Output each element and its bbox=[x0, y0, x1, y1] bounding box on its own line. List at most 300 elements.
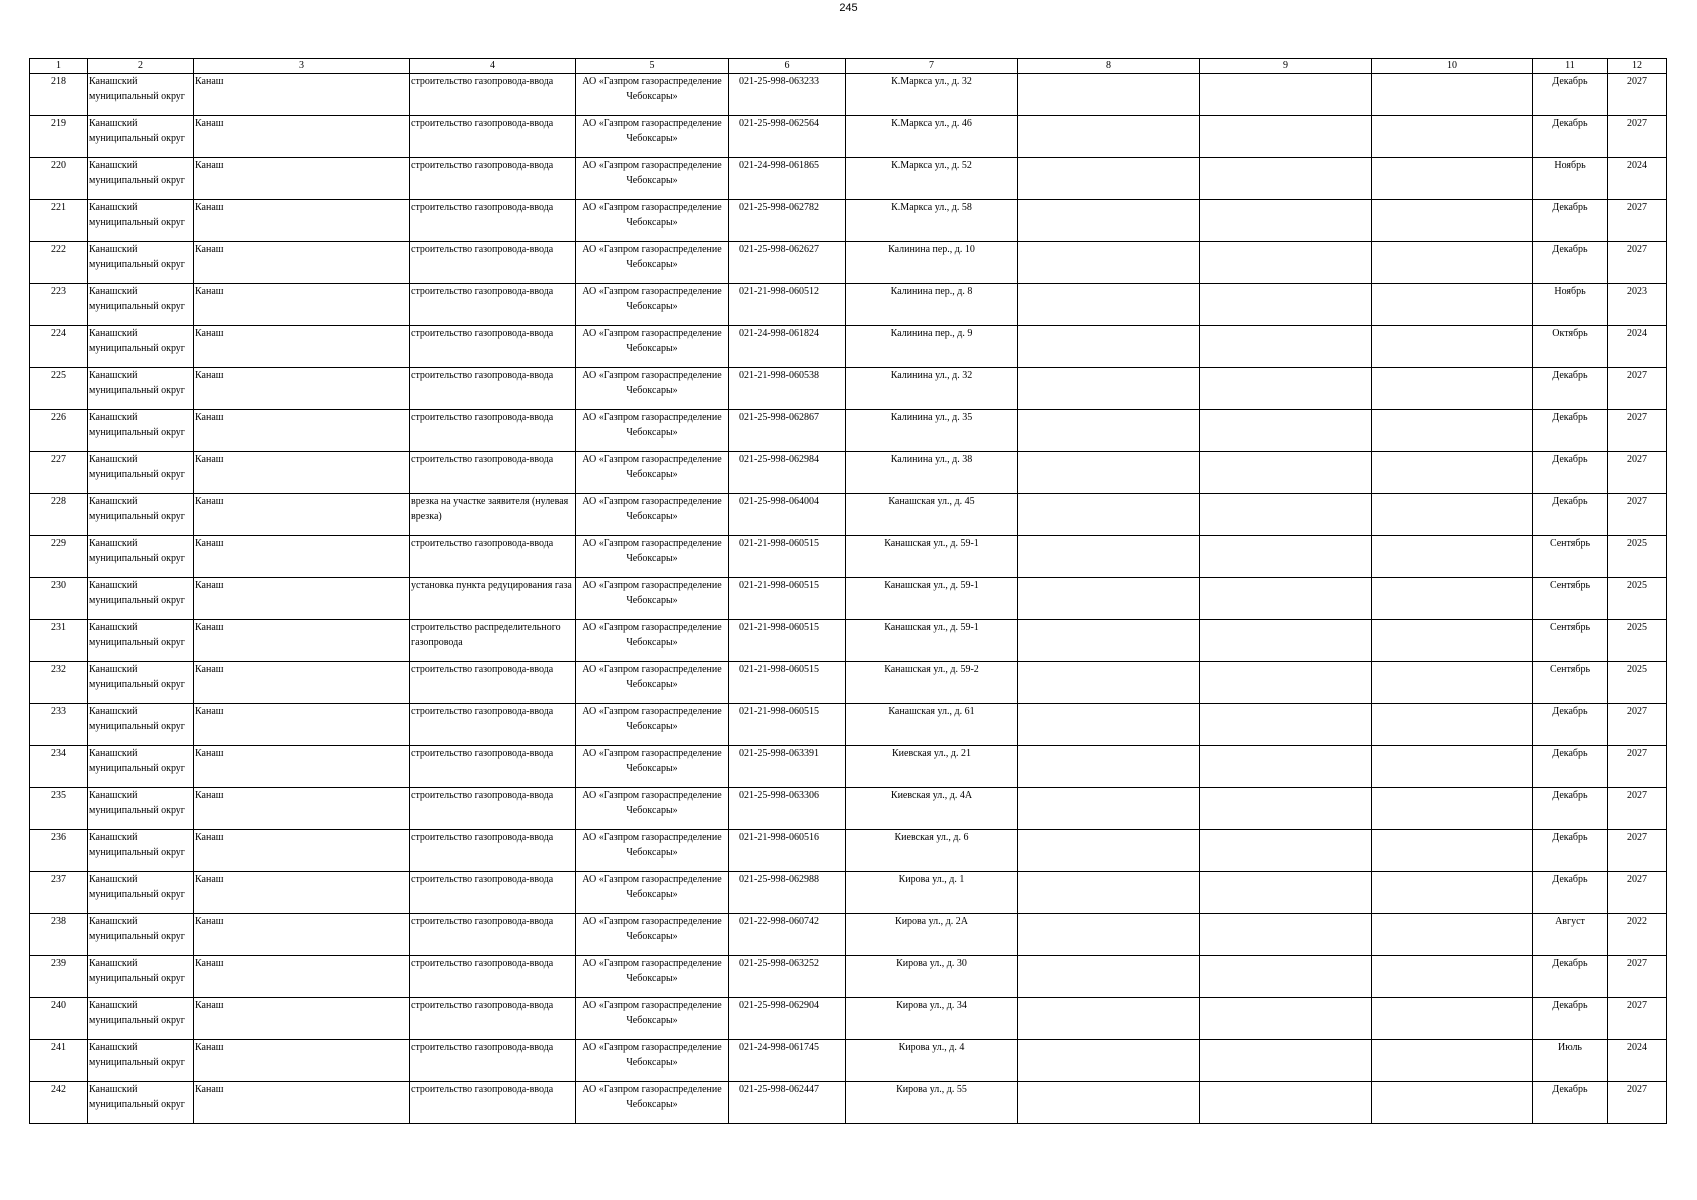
district-cell-text: Канашский муниципальный округ bbox=[89, 160, 185, 186]
row-number-cell-text: 222 bbox=[51, 244, 66, 255]
column-10-cell-text bbox=[1373, 326, 1531, 367]
locality-cell bbox=[194, 1040, 410, 1082]
table-row bbox=[30, 914, 1667, 956]
district-cell-text: Канашский муниципальный округ bbox=[89, 958, 185, 984]
column-10-cell bbox=[1372, 242, 1533, 284]
address-cell-text: Канашская ул., д. 59-2 bbox=[884, 664, 979, 675]
month-cell bbox=[1533, 662, 1608, 704]
column-10-cell-text bbox=[1373, 998, 1531, 1039]
column-8-cell bbox=[1018, 620, 1200, 662]
address-cell bbox=[846, 326, 1018, 368]
application-code-cell bbox=[729, 74, 846, 116]
column-8-cell bbox=[1018, 368, 1200, 410]
year-cell bbox=[1608, 410, 1667, 452]
year-cell-text: 2024 bbox=[1627, 1042, 1647, 1053]
organization-cell bbox=[576, 704, 729, 746]
locality-cell bbox=[194, 956, 410, 998]
work-type-cell-text: строительство газопровода-ввода bbox=[411, 370, 554, 381]
month-cell bbox=[1533, 242, 1608, 284]
organization-cell-text: АО «Газпром газораспределение Чебоксары» bbox=[582, 748, 722, 774]
application-code-cell bbox=[729, 452, 846, 494]
organization-cell bbox=[576, 830, 729, 872]
column-8-cell-text bbox=[1019, 704, 1198, 745]
column-8-cell bbox=[1018, 956, 1200, 998]
work-type-cell bbox=[410, 662, 576, 704]
year-cell-text: 2027 bbox=[1627, 370, 1647, 381]
column-10-cell-text bbox=[1373, 704, 1531, 745]
row-number-cell bbox=[30, 956, 88, 998]
work-type-cell-text: строительство газопровода-ввода bbox=[411, 958, 554, 969]
year-cell-text: 2027 bbox=[1627, 790, 1647, 801]
column-8-cell-text bbox=[1019, 746, 1198, 787]
organization-cell bbox=[576, 494, 729, 536]
column-header-3: 3 bbox=[194, 59, 410, 74]
year-cell-text: 2025 bbox=[1627, 580, 1647, 591]
column-10-cell bbox=[1372, 494, 1533, 536]
row-number-cell bbox=[30, 578, 88, 620]
row-number-cell bbox=[30, 536, 88, 578]
district-cell-text: Канашский муниципальный округ bbox=[89, 1000, 185, 1026]
column-9-cell-text bbox=[1201, 158, 1370, 199]
district-cell bbox=[88, 1040, 194, 1082]
work-type-cell bbox=[410, 578, 576, 620]
district-cell bbox=[88, 200, 194, 242]
column-9-cell-text bbox=[1201, 242, 1370, 283]
district-cell bbox=[88, 1082, 194, 1124]
application-code-cell-text: 021-25-998-062904 bbox=[739, 1000, 819, 1011]
application-code-cell-text: 021-25-998-062988 bbox=[739, 874, 819, 885]
address-cell bbox=[846, 494, 1018, 536]
organization-cell-text: АО «Газпром газораспределение Чебоксары» bbox=[582, 1000, 722, 1026]
column-9-cell-text bbox=[1201, 116, 1370, 157]
district-cell bbox=[88, 956, 194, 998]
row-number-cell-text: 239 bbox=[51, 958, 66, 969]
column-10-cell bbox=[1372, 1040, 1533, 1082]
organization-cell bbox=[576, 326, 729, 368]
row-number-cell-text: 230 bbox=[51, 580, 66, 591]
column-10-cell bbox=[1372, 662, 1533, 704]
district-cell bbox=[88, 746, 194, 788]
work-type-cell-text: установка пункта редуцирования газа bbox=[411, 580, 572, 591]
year-cell-text: 2027 bbox=[1627, 874, 1647, 885]
work-type-cell-text: строительство газопровода-ввода bbox=[411, 790, 554, 801]
year-cell bbox=[1608, 746, 1667, 788]
column-9-cell bbox=[1200, 914, 1372, 956]
month-cell bbox=[1533, 998, 1608, 1040]
table-row bbox=[30, 242, 1667, 284]
organization-cell-text: АО «Газпром газораспределение Чебоксары» bbox=[582, 874, 722, 900]
year-cell bbox=[1608, 620, 1667, 662]
column-10-cell bbox=[1372, 830, 1533, 872]
column-9-cell bbox=[1200, 1040, 1372, 1082]
row-number-cell bbox=[30, 620, 88, 662]
column-10-cell bbox=[1372, 1082, 1533, 1124]
year-cell bbox=[1608, 452, 1667, 494]
column-9-cell bbox=[1200, 872, 1372, 914]
organization-cell-text: АО «Газпром газораспределение Чебоксары» bbox=[582, 328, 722, 354]
column-10-cell bbox=[1372, 116, 1533, 158]
column-8-cell-text bbox=[1019, 830, 1198, 871]
organization-cell bbox=[576, 578, 729, 620]
organization-cell bbox=[576, 242, 729, 284]
column-8-cell bbox=[1018, 998, 1200, 1040]
year-cell bbox=[1608, 788, 1667, 830]
year-cell bbox=[1608, 284, 1667, 326]
organization-cell bbox=[576, 620, 729, 662]
month-cell-text: Декабрь bbox=[1552, 454, 1588, 465]
work-type-cell bbox=[410, 494, 576, 536]
column-9-cell bbox=[1200, 326, 1372, 368]
month-cell bbox=[1533, 1082, 1608, 1124]
table-row bbox=[30, 452, 1667, 494]
column-9-cell bbox=[1200, 368, 1372, 410]
district-cell-text: Канашский муниципальный округ bbox=[89, 1042, 185, 1068]
year-cell bbox=[1608, 662, 1667, 704]
column-10-cell-text bbox=[1373, 578, 1531, 619]
month-cell bbox=[1533, 1040, 1608, 1082]
table-row bbox=[30, 620, 1667, 662]
address-cell-text: Кирова ул., д. 30 bbox=[896, 958, 967, 969]
application-code-cell-text: 021-25-998-063306 bbox=[739, 790, 819, 801]
column-9-cell bbox=[1200, 74, 1372, 116]
organization-cell-text: АО «Газпром газораспределение Чебоксары» bbox=[582, 244, 722, 270]
column-10-cell bbox=[1372, 956, 1533, 998]
application-code-cell bbox=[729, 998, 846, 1040]
district-cell-text: Канашский муниципальный округ bbox=[89, 832, 185, 858]
table-row bbox=[30, 116, 1667, 158]
year-cell-text: 2025 bbox=[1627, 622, 1647, 633]
row-number-cell bbox=[30, 704, 88, 746]
work-type-cell bbox=[410, 368, 576, 410]
locality-cell bbox=[194, 872, 410, 914]
address-cell bbox=[846, 74, 1018, 116]
table-row bbox=[30, 284, 1667, 326]
work-type-cell-text: строительство газопровода-ввода bbox=[411, 664, 554, 675]
application-code-cell-text: 021-25-998-063233 bbox=[739, 76, 819, 87]
column-8-cell bbox=[1018, 704, 1200, 746]
column-9-cell-text bbox=[1201, 200, 1370, 241]
address-cell bbox=[846, 368, 1018, 410]
organization-cell-text: АО «Газпром газораспределение Чебоксары» bbox=[582, 496, 722, 522]
column-10-cell bbox=[1372, 704, 1533, 746]
column-10-cell-text bbox=[1373, 914, 1531, 955]
year-cell-text: 2027 bbox=[1627, 76, 1647, 87]
organization-cell bbox=[576, 410, 729, 452]
column-8-cell bbox=[1018, 116, 1200, 158]
column-8-cell bbox=[1018, 1082, 1200, 1124]
address-cell-text: Кирова ул., д. 2А bbox=[895, 916, 968, 927]
column-9-cell bbox=[1200, 620, 1372, 662]
locality-cell-text: Канаш bbox=[195, 1000, 224, 1011]
district-cell-text: Канашский муниципальный округ bbox=[89, 1084, 185, 1110]
column-8-cell-text bbox=[1019, 914, 1198, 955]
column-9-cell-text bbox=[1201, 1082, 1370, 1123]
column-8-cell bbox=[1018, 326, 1200, 368]
row-number-cell bbox=[30, 494, 88, 536]
locality-cell-text: Канаш bbox=[195, 874, 224, 885]
application-code-cell-text: 021-25-998-062627 bbox=[739, 244, 819, 255]
year-cell-text: 2027 bbox=[1627, 496, 1647, 507]
work-type-cell-text: строительство газопровода-ввода bbox=[411, 286, 554, 297]
column-10-cell bbox=[1372, 620, 1533, 662]
application-code-cell bbox=[729, 746, 846, 788]
column-9-cell-text bbox=[1201, 662, 1370, 703]
column-8-cell bbox=[1018, 914, 1200, 956]
month-cell-text: Август bbox=[1555, 916, 1585, 927]
column-9-cell-text bbox=[1201, 452, 1370, 493]
application-code-cell bbox=[729, 536, 846, 578]
work-type-cell bbox=[410, 200, 576, 242]
organization-cell bbox=[576, 158, 729, 200]
column-10-cell bbox=[1372, 452, 1533, 494]
organization-cell-text: АО «Газпром газораспределение Чебоксары» bbox=[582, 706, 722, 732]
organization-cell-text: АО «Газпром газораспределение Чебоксары» bbox=[582, 370, 722, 396]
month-cell bbox=[1533, 452, 1608, 494]
row-number-cell-text: 238 bbox=[51, 916, 66, 927]
locality-cell-text: Канаш bbox=[195, 706, 224, 717]
work-type-cell bbox=[410, 158, 576, 200]
table-row bbox=[30, 872, 1667, 914]
column-9-cell-text bbox=[1201, 872, 1370, 913]
column-8-cell-text bbox=[1019, 200, 1198, 241]
column-8-cell-text bbox=[1019, 452, 1198, 493]
organization-cell-text: АО «Газпром газораспределение Чебоксары» bbox=[582, 118, 722, 144]
organization-cell bbox=[576, 914, 729, 956]
organization-cell-text: АО «Газпром газораспределение Чебоксары» bbox=[582, 958, 722, 984]
district-cell bbox=[88, 830, 194, 872]
organization-cell bbox=[576, 1082, 729, 1124]
address-cell bbox=[846, 200, 1018, 242]
month-cell bbox=[1533, 620, 1608, 662]
year-cell bbox=[1608, 956, 1667, 998]
locality-cell-text: Канаш bbox=[195, 664, 224, 675]
year-cell-text: 2027 bbox=[1627, 118, 1647, 129]
address-cell bbox=[846, 746, 1018, 788]
row-number-cell bbox=[30, 788, 88, 830]
column-10-cell bbox=[1372, 74, 1533, 116]
row-number-cell-text: 223 bbox=[51, 286, 66, 297]
application-code-cell bbox=[729, 494, 846, 536]
column-number-row bbox=[30, 59, 1667, 74]
application-code-cell-text: 021-21-998-060515 bbox=[739, 580, 819, 591]
column-9-cell bbox=[1200, 578, 1372, 620]
address-cell bbox=[846, 284, 1018, 326]
work-type-cell bbox=[410, 746, 576, 788]
work-type-cell bbox=[410, 914, 576, 956]
work-type-cell bbox=[410, 1040, 576, 1082]
column-9-cell bbox=[1200, 956, 1372, 998]
organization-cell bbox=[576, 536, 729, 578]
column-9-cell-text bbox=[1201, 620, 1370, 661]
table-row bbox=[30, 200, 1667, 242]
locality-cell-text: Канаш bbox=[195, 1042, 224, 1053]
column-8-cell bbox=[1018, 410, 1200, 452]
column-8-cell bbox=[1018, 746, 1200, 788]
district-cell-text: Канашский муниципальный округ bbox=[89, 76, 185, 102]
column-header-9: 9 bbox=[1200, 59, 1372, 74]
work-type-cell-text: строительство газопровода-ввода bbox=[411, 1084, 554, 1095]
month-cell bbox=[1533, 410, 1608, 452]
address-cell bbox=[846, 452, 1018, 494]
column-10-cell-text bbox=[1373, 830, 1531, 871]
organization-cell-text: АО «Газпром газораспределение Чебоксары» bbox=[582, 1084, 722, 1110]
month-cell-text: Декабрь bbox=[1552, 958, 1588, 969]
district-cell-text: Канашский муниципальный округ bbox=[89, 118, 185, 144]
column-8-cell bbox=[1018, 200, 1200, 242]
column-8-cell-text bbox=[1019, 242, 1198, 283]
month-cell bbox=[1533, 704, 1608, 746]
month-cell bbox=[1533, 914, 1608, 956]
application-code-cell bbox=[729, 1040, 846, 1082]
work-type-cell bbox=[410, 116, 576, 158]
application-code-cell bbox=[729, 872, 846, 914]
application-code-cell-text: 021-25-998-063391 bbox=[739, 748, 819, 759]
address-cell bbox=[846, 1040, 1018, 1082]
column-8-cell-text bbox=[1019, 74, 1198, 115]
application-code-cell-text: 021-21-998-060515 bbox=[739, 538, 819, 549]
locality-cell bbox=[194, 1082, 410, 1124]
locality-cell-text: Канаш bbox=[195, 748, 224, 759]
work-type-cell bbox=[410, 788, 576, 830]
column-9-cell bbox=[1200, 158, 1372, 200]
organization-cell bbox=[576, 284, 729, 326]
row-number-cell bbox=[30, 284, 88, 326]
application-code-cell bbox=[729, 326, 846, 368]
table-row bbox=[30, 578, 1667, 620]
work-type-cell-text: строительство газопровода-ввода bbox=[411, 538, 554, 549]
column-header-2: 2 bbox=[88, 59, 194, 74]
locality-cell-text: Канаш bbox=[195, 916, 224, 927]
work-type-cell-text: строительство распределительного газопровода bbox=[411, 622, 561, 648]
address-cell bbox=[846, 956, 1018, 998]
column-8-cell-text bbox=[1019, 368, 1198, 409]
application-code-cell bbox=[729, 956, 846, 998]
column-header-8: 8 bbox=[1018, 59, 1200, 74]
row-number-cell-text: 241 bbox=[51, 1042, 66, 1053]
row-number-cell-text: 227 bbox=[51, 454, 66, 465]
address-cell bbox=[846, 242, 1018, 284]
year-cell-text: 2022 bbox=[1627, 916, 1647, 927]
column-10-cell-text bbox=[1373, 242, 1531, 283]
year-cell-text: 2023 bbox=[1627, 286, 1647, 297]
column-8-cell-text bbox=[1019, 872, 1198, 913]
month-cell bbox=[1533, 116, 1608, 158]
application-code-cell-text: 021-21-998-060515 bbox=[739, 622, 819, 633]
work-type-cell-text: строительство газопровода-ввода bbox=[411, 412, 554, 423]
organization-cell bbox=[576, 998, 729, 1040]
column-10-cell-text bbox=[1373, 452, 1531, 493]
locality-cell bbox=[194, 326, 410, 368]
address-cell bbox=[846, 410, 1018, 452]
district-cell bbox=[88, 242, 194, 284]
work-type-cell-text: строительство газопровода-ввода bbox=[411, 328, 554, 339]
locality-cell-text: Канаш bbox=[195, 244, 224, 255]
district-cell bbox=[88, 578, 194, 620]
month-cell-text: Сентябрь bbox=[1549, 664, 1591, 675]
column-header-4: 4 bbox=[410, 59, 576, 74]
row-number-cell-text: 229 bbox=[51, 538, 66, 549]
address-cell bbox=[846, 998, 1018, 1040]
column-8-cell-text bbox=[1019, 662, 1198, 703]
address-cell-text: Канашская ул., д. 45 bbox=[888, 496, 975, 507]
locality-cell bbox=[194, 74, 410, 116]
year-cell-text: 2027 bbox=[1627, 832, 1647, 843]
row-number-cell-text: 232 bbox=[51, 664, 66, 675]
application-code-cell-text: 021-24-998-061745 bbox=[739, 1042, 819, 1053]
row-number-cell bbox=[30, 998, 88, 1040]
year-cell bbox=[1608, 704, 1667, 746]
year-cell-text: 2027 bbox=[1627, 1084, 1647, 1095]
month-cell bbox=[1533, 74, 1608, 116]
year-cell bbox=[1608, 1082, 1667, 1124]
row-number-cell-text: 220 bbox=[51, 160, 66, 171]
column-10-cell bbox=[1372, 872, 1533, 914]
work-type-cell-text: строительство газопровода-ввода bbox=[411, 202, 554, 213]
district-cell bbox=[88, 662, 194, 704]
year-cell bbox=[1608, 242, 1667, 284]
work-type-cell-text: врезка на участке заявителя (нулевая врезка) bbox=[411, 496, 569, 522]
application-code-cell-text: 021-22-998-060742 bbox=[739, 916, 819, 927]
month-cell bbox=[1533, 326, 1608, 368]
registry-table bbox=[29, 58, 1667, 1124]
locality-cell-text: Канаш bbox=[195, 454, 224, 465]
month-cell bbox=[1533, 536, 1608, 578]
address-cell-text: Калинина пер., д. 9 bbox=[890, 328, 973, 339]
column-9-cell-text bbox=[1201, 746, 1370, 787]
year-cell bbox=[1608, 158, 1667, 200]
application-code-cell bbox=[729, 1082, 846, 1124]
column-9-cell bbox=[1200, 662, 1372, 704]
district-cell-text: Канашский муниципальный округ bbox=[89, 916, 185, 942]
column-header-7: 7 bbox=[846, 59, 1018, 74]
column-8-cell bbox=[1018, 830, 1200, 872]
address-cell-text: Кирова ул., д. 55 bbox=[896, 1084, 967, 1095]
row-number-cell-text: 225 bbox=[51, 370, 66, 381]
table-row bbox=[30, 662, 1667, 704]
locality-cell bbox=[194, 242, 410, 284]
organization-cell-text: АО «Газпром газораспределение Чебоксары» bbox=[582, 454, 722, 480]
district-cell bbox=[88, 410, 194, 452]
locality-cell bbox=[194, 662, 410, 704]
work-type-cell bbox=[410, 410, 576, 452]
month-cell bbox=[1533, 578, 1608, 620]
month-cell-text: Декабрь bbox=[1552, 496, 1588, 507]
district-cell-text: Канашский муниципальный округ bbox=[89, 286, 185, 312]
district-cell-text: Канашский муниципальный округ bbox=[89, 874, 185, 900]
address-cell-text: Канашская ул., д. 59-1 bbox=[884, 580, 979, 591]
month-cell-text: Декабрь bbox=[1552, 790, 1588, 801]
column-8-cell bbox=[1018, 494, 1200, 536]
column-9-cell bbox=[1200, 284, 1372, 326]
work-type-cell-text: строительство газопровода-ввода bbox=[411, 916, 554, 927]
column-10-cell-text bbox=[1373, 620, 1531, 661]
table-row bbox=[30, 410, 1667, 452]
district-cell bbox=[88, 158, 194, 200]
month-cell-text: Декабрь bbox=[1552, 118, 1588, 129]
year-cell bbox=[1608, 1040, 1667, 1082]
column-header-10: 10 bbox=[1372, 59, 1533, 74]
year-cell-text: 2027 bbox=[1627, 202, 1647, 213]
application-code-cell-text: 021-21-998-060516 bbox=[739, 832, 819, 843]
column-10-cell bbox=[1372, 158, 1533, 200]
locality-cell bbox=[194, 284, 410, 326]
column-9-cell bbox=[1200, 116, 1372, 158]
column-8-cell-text bbox=[1019, 326, 1198, 367]
column-10-cell bbox=[1372, 368, 1533, 410]
row-number-cell-text: 237 bbox=[51, 874, 66, 885]
work-type-cell bbox=[410, 326, 576, 368]
address-cell-text: Кирова ул., д. 34 bbox=[896, 1000, 967, 1011]
